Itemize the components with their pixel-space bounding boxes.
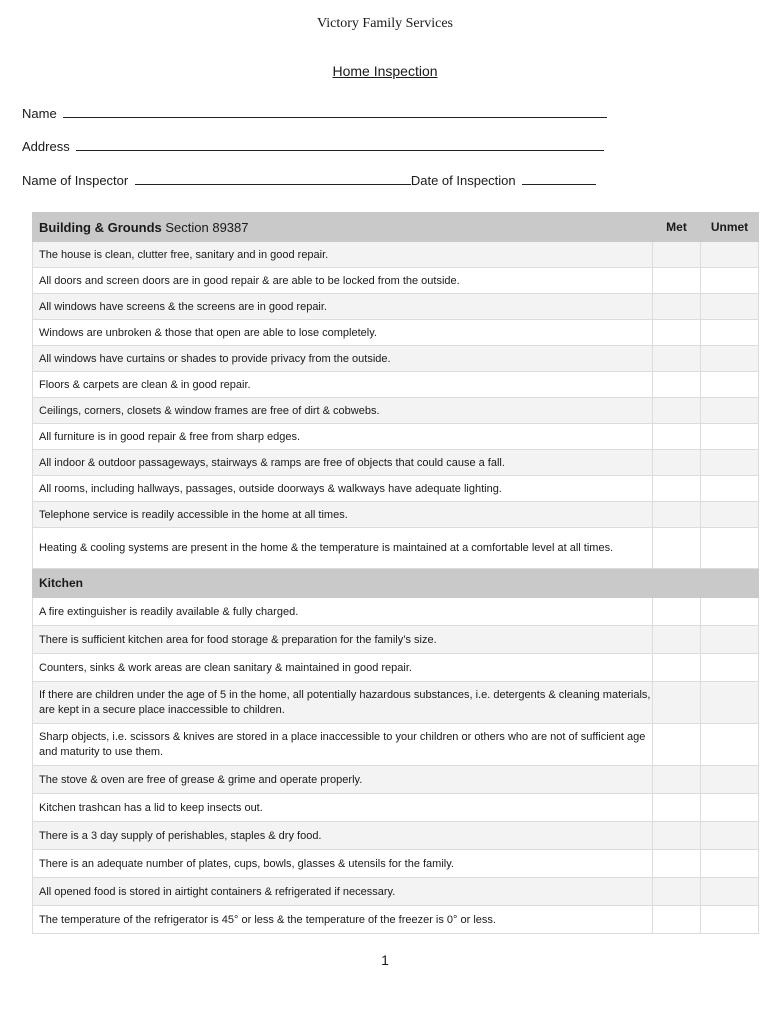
page-number: 1 — [381, 952, 389, 968]
address-blank-line[interactable] — [76, 138, 604, 151]
section-code: Section 89387 — [161, 219, 249, 235]
checklist-item-text: A fire extinguisher is readily available & fully charged. — [33, 598, 653, 626]
table-row — [33, 626, 759, 654]
met-checkbox-cell[interactable] — [653, 268, 701, 294]
unmet-checkbox-cell[interactable] — [701, 424, 759, 450]
met-checkbox-cell[interactable] — [653, 724, 701, 766]
unmet-checkbox-cell[interactable] — [701, 320, 759, 346]
unmet-column-header: Unmet — [701, 213, 759, 242]
met-checkbox-cell[interactable] — [653, 528, 701, 569]
unmet-checkbox-cell[interactable] — [701, 766, 759, 794]
checklist-item-text: Kitchen trashcan has a lid to keep insects out. — [33, 794, 653, 822]
table-row — [33, 878, 759, 906]
met-checkbox-cell[interactable] — [653, 906, 701, 934]
section-title-cell — [33, 213, 653, 242]
unmet-checkbox-cell[interactable] — [701, 598, 759, 626]
unmet-checkbox-cell[interactable] — [701, 724, 759, 766]
checklist-item-text: There is an adequate number of plates, cups, bowls, glasses & utensils for the family. — [33, 850, 653, 878]
table-row — [33, 294, 759, 320]
checklist-item-text: All opened food is stored in airtight containers & refrigerated if necessary. — [33, 878, 653, 906]
table-row — [33, 346, 759, 372]
met-checkbox-cell[interactable] — [653, 794, 701, 822]
unmet-checkbox-cell[interactable] — [701, 346, 759, 372]
met-checkbox-cell[interactable] — [653, 502, 701, 528]
checklist-item-text: The temperature of the refrigerator is 45° or less & the temperature of the freezer is 0° or less. — [33, 906, 653, 934]
checklist-item-text: Counters, sinks & work areas are clean sanitary & maintained in good repair. — [33, 654, 653, 682]
met-checkbox-cell[interactable] — [653, 626, 701, 654]
checklist-item-text: The house is clean, clutter free, sanitary and in good repair. — [33, 242, 653, 268]
checklist-item-text: Sharp objects, i.e. scissors & knives are stored in a place inaccessible to your children or others who are not of sufficient age and maturity to use them. — [33, 724, 653, 766]
checklist-item-text: Heating & cooling systems are present in the home & the temperature is maintained at a comfortable level at all times. — [33, 528, 653, 569]
met-column-header: Met — [653, 213, 701, 242]
checklist-item-text: All indoor & outdoor passageways, stairways & ramps are free of objects that could cause a fall. — [33, 450, 653, 476]
table-row — [33, 682, 759, 724]
section-header-building — [33, 213, 759, 242]
checklist-item-text: Windows are unbroken & those that open are able to lose completely. — [33, 320, 653, 346]
table-row — [33, 766, 759, 794]
section-title: Building & Grounds — [39, 219, 162, 235]
met-checkbox-cell[interactable] — [653, 372, 701, 398]
met-checkbox-cell[interactable] — [653, 766, 701, 794]
met-checkbox-cell[interactable] — [653, 476, 701, 502]
met-checkbox-cell[interactable] — [653, 850, 701, 878]
checklist-item-text: All rooms, including hallways, passages, outside doorways & walkways have adequate lighting. — [33, 476, 653, 502]
table-row — [33, 822, 759, 850]
checklist-item-text: Ceilings, corners, closets & window frames are free of dirt & cobwebs. — [33, 398, 653, 424]
table-row — [33, 794, 759, 822]
checklist-item-text: All furniture is in good repair & free from sharp edges. — [33, 424, 653, 450]
unmet-checkbox-cell[interactable] — [701, 242, 759, 268]
met-checkbox-cell[interactable] — [653, 822, 701, 850]
met-checkbox-cell[interactable] — [653, 242, 701, 268]
name-field — [22, 105, 607, 121]
date-blank-line[interactable] — [522, 172, 596, 185]
met-checkbox-cell[interactable] — [653, 450, 701, 476]
checklist-item-text: There is sufficient kitchen area for food storage & preparation for the family’s size. — [33, 626, 653, 654]
met-checkbox-cell[interactable] — [653, 682, 701, 724]
table-row — [33, 320, 759, 346]
name-blank-line[interactable] — [63, 105, 607, 118]
met-checkbox-cell[interactable] — [653, 346, 701, 372]
document-title: Home Inspection — [332, 63, 438, 79]
address-label: Address — [22, 139, 70, 154]
inspector-blank-line[interactable] — [135, 172, 411, 185]
date-label: Date of Inspection — [410, 173, 516, 188]
table-row — [33, 398, 759, 424]
name-label: Name — [22, 106, 57, 121]
table-row — [33, 502, 759, 528]
address-field — [22, 138, 604, 154]
checklist-item-text: The stove & oven are free of grease & grime and operate properly. — [33, 766, 653, 794]
unmet-checkbox-cell[interactable] — [701, 878, 759, 906]
table-row — [33, 242, 759, 268]
checklist-item-text: All windows have screens & the screens are in good repair. — [33, 294, 653, 320]
unmet-checkbox-cell[interactable] — [701, 626, 759, 654]
checklist-item-text: Floors & carpets are clean & in good repair. — [33, 372, 653, 398]
organization-name: Victory Family Services — [316, 16, 454, 31]
met-checkbox-cell[interactable] — [653, 294, 701, 320]
unmet-checkbox-cell[interactable] — [701, 450, 759, 476]
checklist-item-text: If there are children under the age of 5 in the home, all potentially hazardous substances, i.e. detergents & cleaning materials, are kept in a secure place inaccessible to children. — [33, 682, 653, 724]
table-row — [33, 528, 759, 569]
unmet-checkbox-cell[interactable] — [701, 682, 759, 724]
table-row — [33, 724, 759, 766]
unmet-checkbox-cell[interactable] — [701, 398, 759, 424]
table-row — [33, 450, 759, 476]
checklist-item-text: Telephone service is readily accessible in the home at all times. — [33, 502, 653, 528]
unmet-checkbox-cell[interactable] — [701, 850, 759, 878]
unmet-checkbox-cell[interactable] — [701, 822, 759, 850]
unmet-checkbox-cell[interactable] — [701, 476, 759, 502]
table-row — [33, 598, 759, 626]
inspector-label: Name of Inspector — [22, 173, 129, 188]
table-row — [33, 476, 759, 502]
met-checkbox-cell[interactable] — [653, 598, 701, 626]
section-title: Kitchen — [33, 569, 759, 598]
met-checkbox-cell[interactable] — [653, 654, 701, 682]
checklist-item-text: All windows have curtains or shades to provide privacy from the outside. — [33, 346, 653, 372]
met-checkbox-cell[interactable] — [653, 424, 701, 450]
met-checkbox-cell[interactable] — [653, 398, 701, 424]
unmet-checkbox-cell[interactable] — [701, 906, 759, 934]
table-row — [33, 654, 759, 682]
table-row — [33, 906, 759, 934]
unmet-checkbox-cell[interactable] — [701, 794, 759, 822]
checklist-item-text: All doors and screen doors are in good repair & are able to be locked from the outside. — [33, 268, 653, 294]
inspector-field — [22, 172, 596, 188]
unmet-checkbox-cell[interactable] — [701, 268, 759, 294]
checklist-item-text: There is a 3 day supply of perishables, staples & dry food. — [33, 822, 653, 850]
table-row — [33, 850, 759, 878]
inspection-checklist — [32, 212, 759, 934]
unmet-checkbox-cell[interactable] — [701, 502, 759, 528]
unmet-checkbox-cell[interactable] — [701, 294, 759, 320]
met-checkbox-cell[interactable] — [653, 320, 701, 346]
unmet-checkbox-cell[interactable] — [701, 528, 759, 569]
section-header-kitchen — [33, 569, 759, 598]
table-row — [33, 372, 759, 398]
table-row — [33, 268, 759, 294]
table-row — [33, 424, 759, 450]
unmet-checkbox-cell[interactable] — [701, 372, 759, 398]
met-checkbox-cell[interactable] — [653, 878, 701, 906]
unmet-checkbox-cell[interactable] — [701, 654, 759, 682]
